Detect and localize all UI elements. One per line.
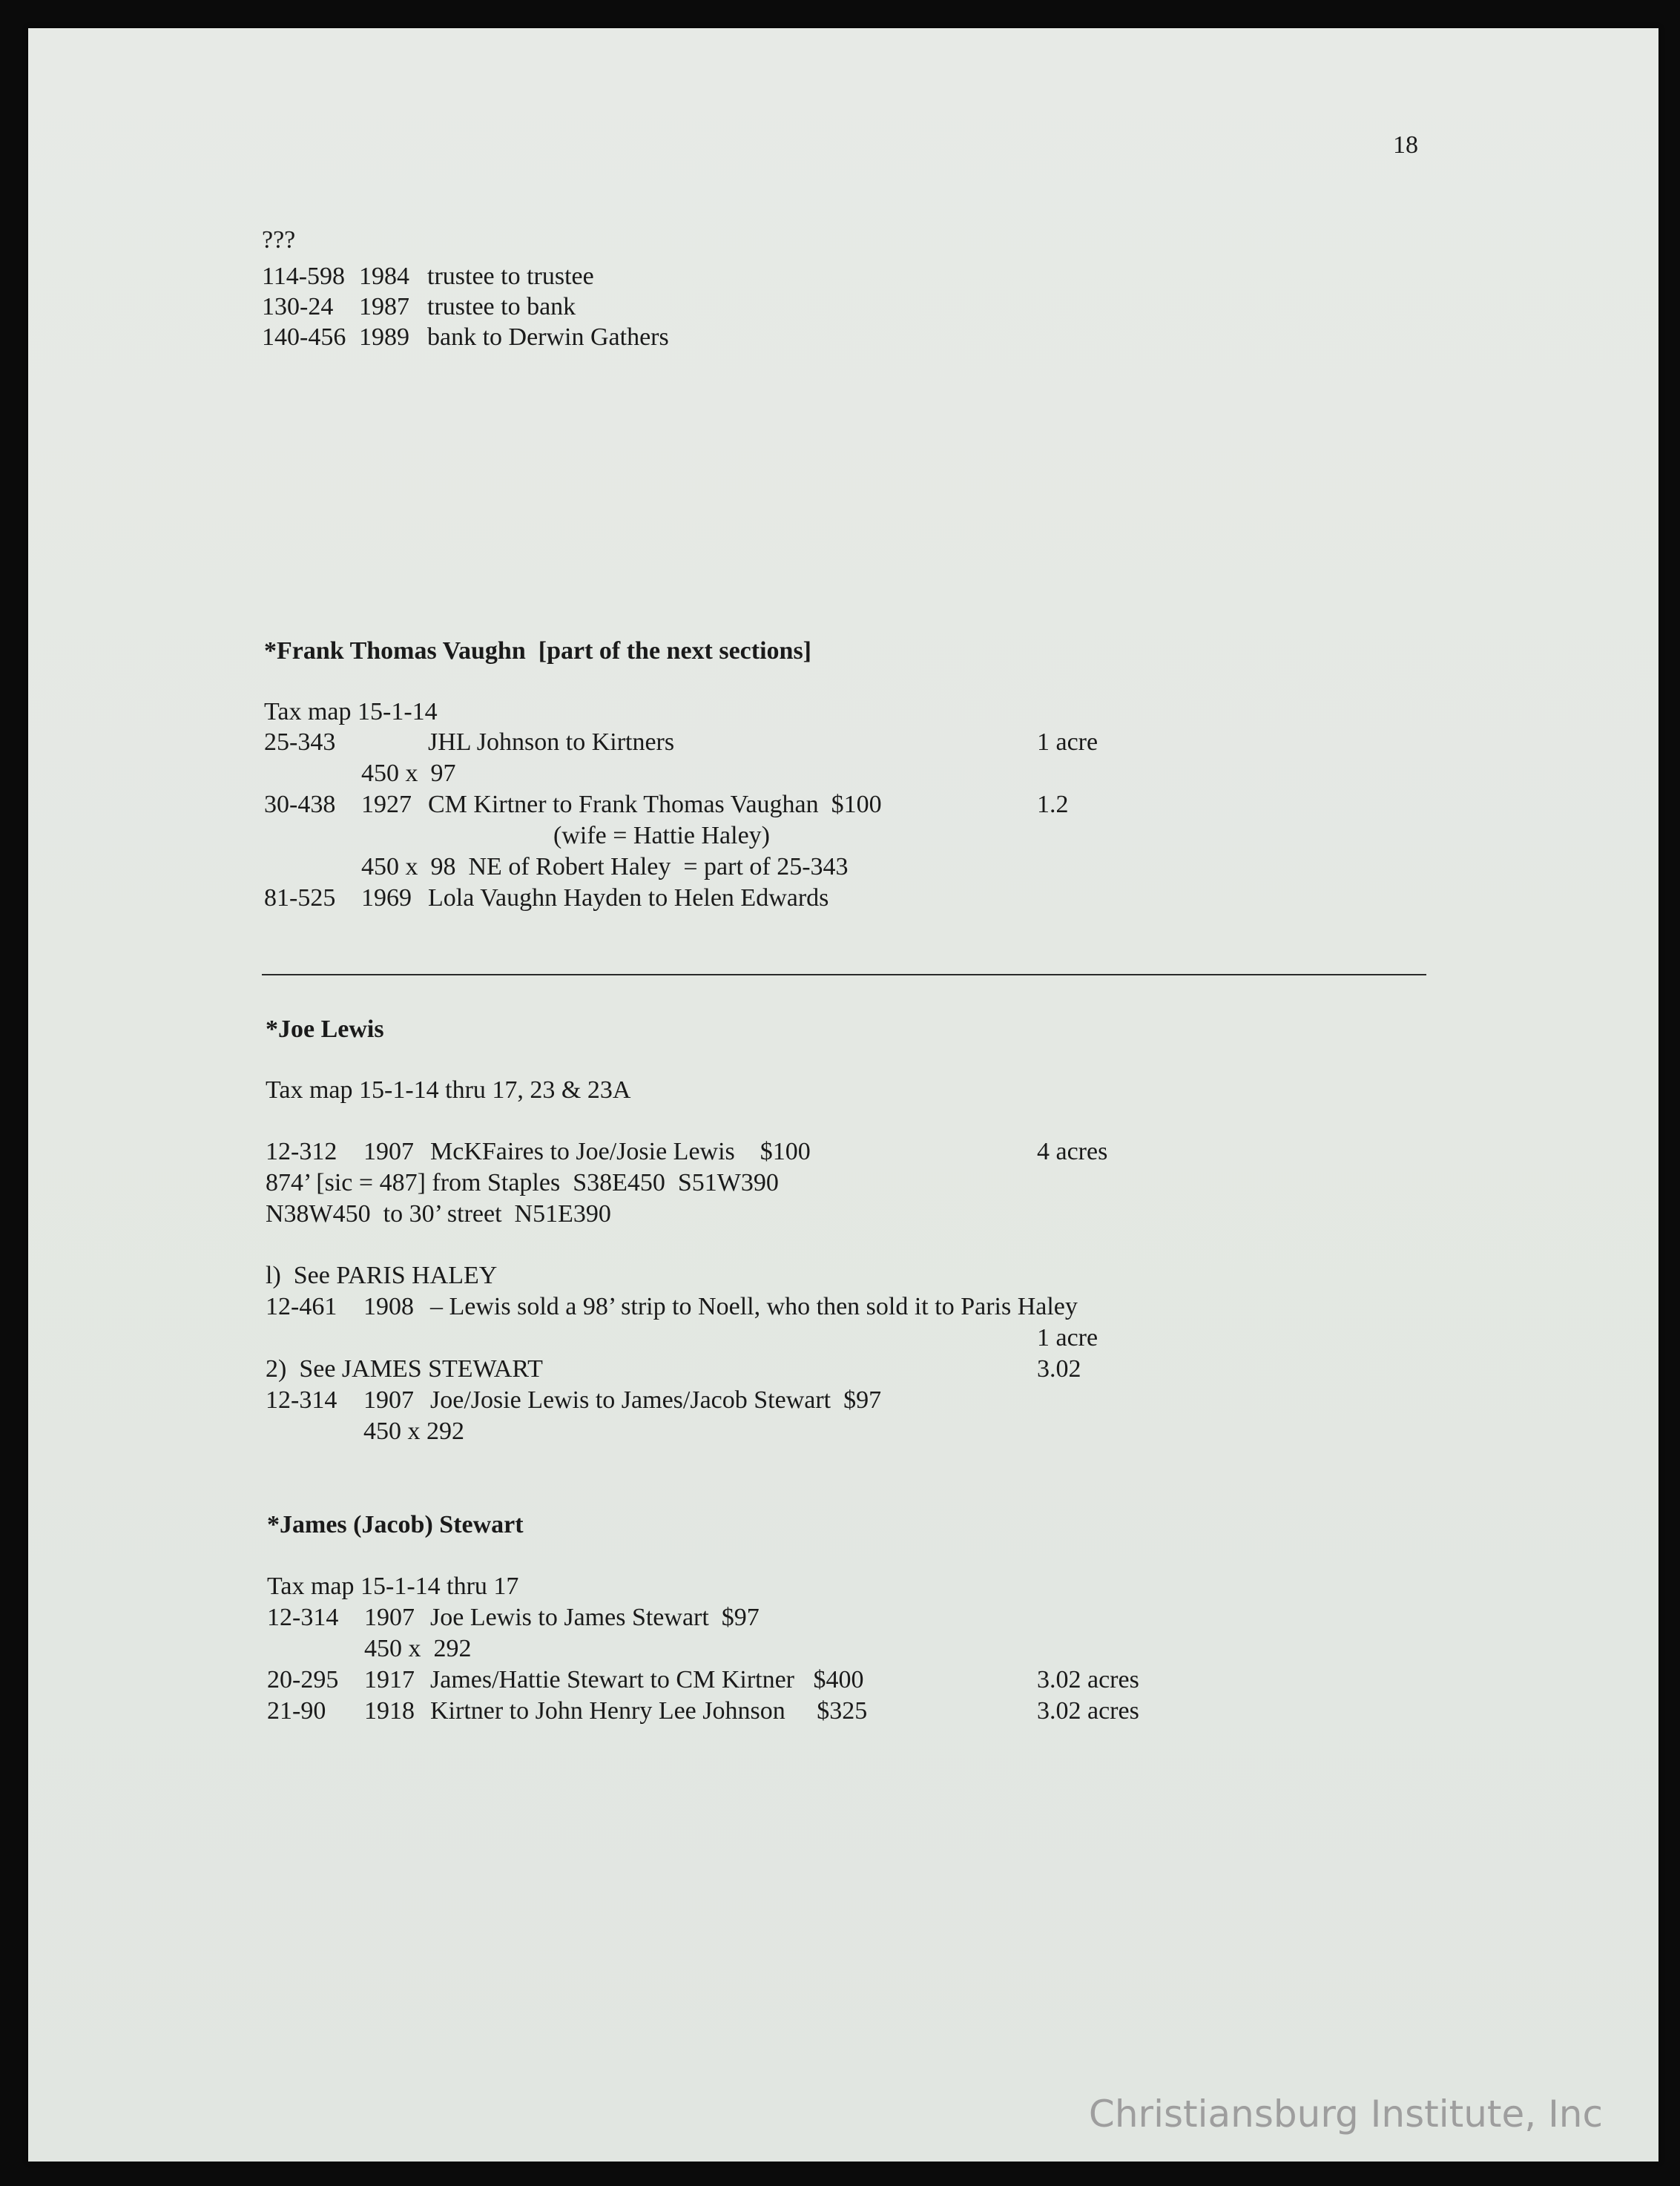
section-2-heading: *Joe Lewis (266, 1015, 384, 1043)
sec2-r2-year: 1908 (363, 1293, 414, 1320)
sec3-r1-desc: Joe Lewis to James Stewart $97 (430, 1604, 760, 1631)
sec1-r2-area: 1.2 (1037, 791, 1069, 818)
section-divider (262, 974, 1426, 975)
sec2-r1-year: 1907 (363, 1138, 414, 1165)
sec1-r2-year: 1927 (361, 791, 412, 818)
sec2-see-2: 2) See JAMES STEWART (266, 1355, 543, 1383)
sec1-r2-dims: 450 x 98 NE of Robert Haley = part of 25-343 (361, 853, 849, 880)
sec2-r1-ref: 12-312 (266, 1138, 337, 1165)
sec0-row-ref: 130-24 (262, 293, 334, 320)
page-number: 18 (1393, 131, 1418, 159)
sec3-r2-desc: James/Hattie Stewart to CM Kirtner $400 (430, 1666, 864, 1693)
sec2-r3-ref: 12-314 (266, 1386, 337, 1414)
sec2-r1-desc: McKFaires to Joe/Josie Lewis $100 (430, 1138, 811, 1165)
sec3-r2-area: 3.02 acres (1037, 1666, 1139, 1693)
sec3-r3-desc: Kirtner to John Henry Lee Johnson $325 (430, 1697, 868, 1725)
sec1-taxmap: Tax map 15-1-14 (264, 698, 438, 725)
sec3-r2-year: 1917 (364, 1666, 415, 1693)
section-0-heading: ??? (262, 226, 296, 254)
sec0-row-year: 1987 (359, 293, 409, 320)
sec1-r1-area: 1 acre (1037, 728, 1098, 756)
sec0-row-year: 1989 (359, 323, 409, 351)
sec2-taxmap: Tax map 15-1-14 thru 17, 23 & 23A (266, 1076, 631, 1104)
sec0-row-desc: trustee to trustee (427, 263, 594, 290)
sec2-r2-desc: – Lewis sold a 98’ strip to Noell, who then sold it to Paris Haley (430, 1293, 1078, 1320)
sec3-r3-year: 1918 (364, 1697, 415, 1725)
sec3-r2-ref: 20-295 (267, 1666, 339, 1693)
sec2-r1-line3: N38W450 to 30’ street N51E390 (266, 1200, 611, 1228)
sec2-r2-ref: 12-461 (266, 1293, 337, 1320)
sec1-r1-dims: 450 x 97 (361, 760, 456, 787)
sec2-r3-dims: 450 x 292 (363, 1418, 464, 1445)
sec0-row-ref: 140-456 (262, 323, 346, 351)
sec0-row-ref: 114-598 (262, 263, 346, 290)
sec1-r2-desc: CM Kirtner to Frank Thomas Vaughan $100 (428, 791, 882, 818)
sec2-see-1: l) See PARIS HALEY (266, 1262, 498, 1289)
sec2-r3-desc: Joe/Josie Lewis to James/Jacob Stewart $97 (430, 1386, 882, 1414)
sec1-r3-year: 1969 (361, 884, 412, 912)
sec3-r3-ref: 21-90 (267, 1697, 326, 1725)
sec0-row-year: 1984 (359, 263, 409, 290)
sec3-r1-dims: 450 x 292 (364, 1635, 472, 1662)
sec0-row-desc: trustee to bank (427, 293, 576, 320)
sec2-r2-area: 1 acre (1037, 1324, 1098, 1352)
section-1-heading: *Frank Thomas Vaughn [part of the next sections] (264, 637, 812, 665)
sec3-taxmap: Tax map 15-1-14 thru 17 (267, 1573, 519, 1600)
sec2-r3-year: 1907 (363, 1386, 414, 1414)
sec1-r2-note: (wife = Hattie Haley) (553, 822, 770, 849)
sec3-r3-area: 3.02 acres (1037, 1697, 1139, 1725)
sec1-r1-ref: 25-343 (264, 728, 336, 756)
sec2-see-2-area: 3.02 (1037, 1355, 1081, 1383)
sec1-r2-ref: 30-438 (264, 791, 336, 818)
sec1-r3-desc: Lola Vaughn Hayden to Helen Edwards (428, 884, 829, 912)
sec2-r1-line2: 874’ [sic = 487] from Staples S38E450 S51W390 (266, 1169, 779, 1196)
watermark: Christiansburg Institute, Inc (1088, 2093, 1603, 2136)
sec1-r1-desc: JHL Johnson to Kirtners (428, 728, 675, 756)
section-3-heading: *James (Jacob) Stewart (267, 1511, 524, 1538)
sec3-r1-year: 1907 (364, 1604, 415, 1631)
sec1-r3-ref: 81-525 (264, 884, 336, 912)
sec3-r1-ref: 12-314 (267, 1604, 339, 1631)
sec0-row-desc: bank to Derwin Gathers (427, 323, 669, 351)
sec2-r1-area: 4 acres (1037, 1138, 1108, 1165)
